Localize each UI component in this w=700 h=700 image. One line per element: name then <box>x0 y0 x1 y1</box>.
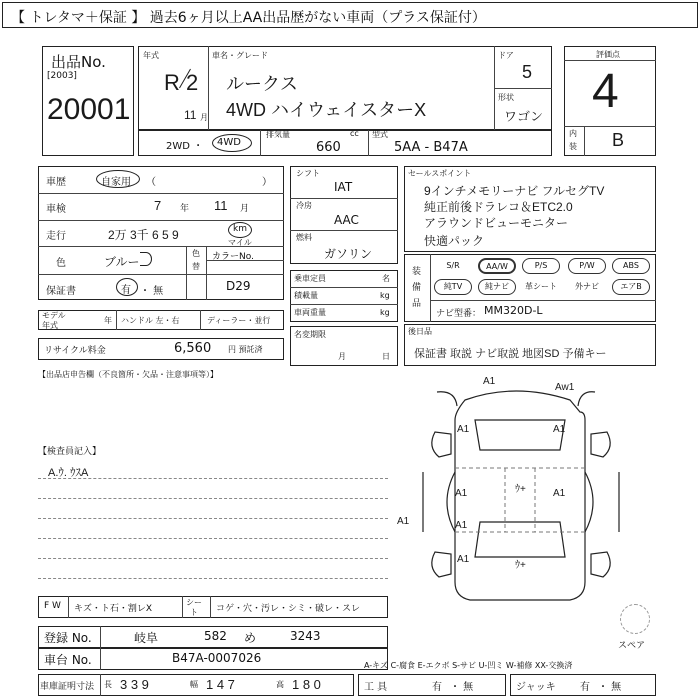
mark-front-right: Aw1 <box>555 382 575 393</box>
warranty-no: ・ 無 <box>140 286 164 297</box>
equip-tv: 純TV <box>434 279 472 295</box>
sales-line-1: 9インチメモリーナビ フルセグTV <box>424 184 605 198</box>
cert-h-label: 高 <box>276 680 284 689</box>
mark-roof-1: ｳ+ <box>515 484 526 495</box>
displacement-unit: cc <box>350 129 359 138</box>
inspector-header: 【検査員記入】 <box>38 447 102 457</box>
color-value: ブルー <box>104 255 140 269</box>
extras-label: 後日品 <box>408 327 432 336</box>
aircon-label: 冷房 <box>296 201 312 210</box>
color-label: 色 <box>56 258 66 269</box>
sales-points-label: セールスポイント <box>408 169 472 178</box>
shift-value: IAT <box>334 180 353 194</box>
color-change-1: 色 <box>192 249 200 258</box>
mark-door-right: A1 <box>553 488 566 499</box>
shape-label: 形状 <box>498 93 514 102</box>
history-label: 車歴 <box>46 177 66 188</box>
jack-yes: 有 <box>580 682 590 693</box>
interior-label-1: 内 <box>569 129 577 138</box>
inspector-note: A.ｳ. ｳｽA <box>48 467 89 479</box>
cert-l-label: 長 <box>104 680 112 689</box>
color-code: D29 <box>226 279 251 293</box>
recycle-value: 6,560 <box>174 341 212 356</box>
equip-aaw: AA/W <box>478 258 516 274</box>
nav-model: MM320D-L <box>484 304 543 317</box>
fuel-value: ガソリン <box>324 247 373 261</box>
mark-fender-right: A1 <box>553 424 566 435</box>
cert-w-value: 1 4 7 <box>206 677 235 692</box>
inspection-month: 11 <box>214 198 228 213</box>
tools-label: 工 具 <box>364 682 388 693</box>
equip-ps: P/S <box>522 258 560 274</box>
mileage-unit: km <box>233 224 247 234</box>
name-change-label: 名変期限 <box>294 330 326 339</box>
mark-roof-2: ｳ+ <box>515 560 526 571</box>
spare-tire <box>620 604 650 634</box>
shape-value: ワゴン <box>504 109 544 124</box>
displacement-value: 660 <box>316 140 341 155</box>
tools-yes: 有 <box>432 682 442 693</box>
mileage-label: 走行 <box>46 231 66 242</box>
fw-sheet-2: ト <box>190 608 198 617</box>
sales-line-3: アラウンドビューモニター <box>424 216 569 230</box>
damage-legend: A-キズ C-腐食 E-エクボ S-サビ U-凹ミ W-補修 XX-交換済 <box>364 661 573 670</box>
equipment-label-2: 備 <box>412 283 422 293</box>
load-unit: kg <box>380 291 390 300</box>
mark-side-left: A1 <box>397 516 410 527</box>
mark-front-left: A1 <box>483 376 496 387</box>
notes-header: 【出品店申告欄（不良箇所・欠品・注意事項等）】 <box>38 370 218 379</box>
model-grade: 4WD ハイウェイスターX <box>226 100 427 120</box>
color-code-label: カラーNo. <box>212 252 254 262</box>
year-era: R 2 <box>164 70 199 95</box>
lot-box <box>42 46 134 156</box>
mark-fender-left: A1 <box>457 424 470 435</box>
mark-door-left-1: A1 <box>455 488 468 499</box>
car-diagram <box>395 372 660 612</box>
registration-region: 岐阜 <box>134 631 159 645</box>
drive-options: 2WD ・ <box>166 141 204 152</box>
load-label: 積載量 <box>294 291 318 300</box>
fw-sheet-text: コゲ・穴・汚レ・シミ・破レ・スレ <box>216 604 361 614</box>
fw-text: キズ・ト石・割レX <box>74 604 152 614</box>
year-label: 年式 <box>143 51 159 60</box>
equip-leather: 革シート <box>525 282 557 291</box>
cert-label: 車庫証明寸法 <box>40 682 95 692</box>
cert-l-value: 3 3 9 <box>120 677 149 692</box>
year-month-unit: 月 <box>200 113 208 122</box>
model-name: ルークス <box>226 74 298 94</box>
fw-sheet-1: シー <box>186 598 202 607</box>
weight-label: 車両重量 <box>294 308 326 317</box>
jack-no: ・ 無 <box>598 682 622 693</box>
model-year-label-1: モデル <box>42 311 66 320</box>
mileage-value: 2万 3千 6 5 9 <box>108 228 179 242</box>
registration-label: 登録 No. <box>44 631 92 645</box>
spare-label: スペア <box>618 641 646 651</box>
equip-nav: 純ナビ <box>478 279 516 295</box>
equipment-label-3: 品 <box>412 299 422 309</box>
displacement-label: 排気量 <box>266 130 290 139</box>
lot-number: 20001 <box>47 93 131 126</box>
sales-line-4: 快適パック <box>424 234 485 248</box>
inspection-year: 7 <box>154 198 162 213</box>
inspection-month-unit: 月 <box>240 204 250 214</box>
name-change-month: 月 <box>338 352 346 361</box>
chassis-value: B47A-0007026 <box>172 651 262 665</box>
name-change-day: 日 <box>382 352 390 361</box>
sales-line-2: 純正前後ドラレコ＆ETC2.0 <box>424 200 573 214</box>
type-value: 5AA - B47A <box>394 140 468 155</box>
inspection-year-unit: 年 <box>180 204 190 214</box>
year-month: 11 <box>184 108 197 122</box>
warranty-label: 保証書 <box>46 286 76 297</box>
model-year-unit: 年 <box>104 316 112 325</box>
doors-value: 5 <box>522 62 533 82</box>
mark-rear-left: A1 <box>457 554 470 565</box>
model-label: 車名・グレード <box>212 51 268 60</box>
tools-no: ・ 無 <box>450 682 474 693</box>
equip-airbag: エアB <box>612 279 650 295</box>
capacity-label: 乗車定員 <box>294 274 326 283</box>
lot-label: 出品No. <box>51 53 106 71</box>
history-selected: 自家用 <box>101 177 131 188</box>
equip-pw: P/W <box>568 258 606 274</box>
interior-value: B <box>612 130 625 150</box>
handle-text: ハンドル 左・右 <box>121 316 180 325</box>
registration-kana: め <box>244 631 257 645</box>
mileage-unit-sub: マイル <box>228 238 252 247</box>
equip-abs: ABS <box>612 258 650 274</box>
inspection-label: 車検 <box>46 204 66 215</box>
weight-unit: kg <box>380 308 390 317</box>
banner <box>2 2 698 28</box>
shift-label: シフト <box>296 169 320 178</box>
cert-h-value: 1 8 0 <box>292 677 321 692</box>
mark-door-left-2: A1 <box>455 520 468 531</box>
extras-value: 保証書 取説 ナビ取説 地図SD 予備キー <box>414 348 607 360</box>
equipment-label-1: 装 <box>412 267 422 277</box>
registration-number: 3243 <box>290 629 321 643</box>
dealer-text: ディーラー・並行 <box>207 316 271 325</box>
drive-selected: 4WD <box>217 137 241 148</box>
score-value: 4 <box>592 65 619 118</box>
recycle-unit: 円 預託済 <box>228 345 263 354</box>
color-circle <box>140 252 152 266</box>
banner-text: 【 トレタマ＋保証 】 過去6ヶ月以上AA出品歴がない車両（プラス保証付） <box>11 10 486 26</box>
cert-w-label: 幅 <box>190 680 198 689</box>
nav-model-label: ナビ型番： <box>436 309 482 319</box>
model-year-label-2: 年式 <box>42 321 58 330</box>
registration-class: 582 <box>204 629 227 643</box>
equip-ext-nav: 外ナビ <box>575 282 599 291</box>
recycle-label: リサイクル料金 <box>44 346 106 356</box>
color-change-2: 替 <box>192 262 200 271</box>
chassis-label: 車台 No. <box>44 653 92 667</box>
capacity-unit: 名 <box>382 274 390 283</box>
history-bracket-open: （ <box>146 177 156 188</box>
fw-label: F W <box>44 601 61 611</box>
warranty-yes: 有 <box>121 285 131 296</box>
fuel-label: 燃料 <box>296 233 312 242</box>
doors-label: ドア <box>498 51 514 60</box>
type-label: 型式 <box>372 130 388 139</box>
history-bracket-close: ） <box>262 177 272 188</box>
aircon-value: AAC <box>334 213 359 227</box>
equip-sr: S/R <box>446 261 460 270</box>
score-label: 評価点 <box>596 50 620 59</box>
jack-label: ジャッキ <box>516 682 556 693</box>
interior-label-2: 装 <box>569 142 577 151</box>
lot-sub: [2003] <box>47 71 77 81</box>
